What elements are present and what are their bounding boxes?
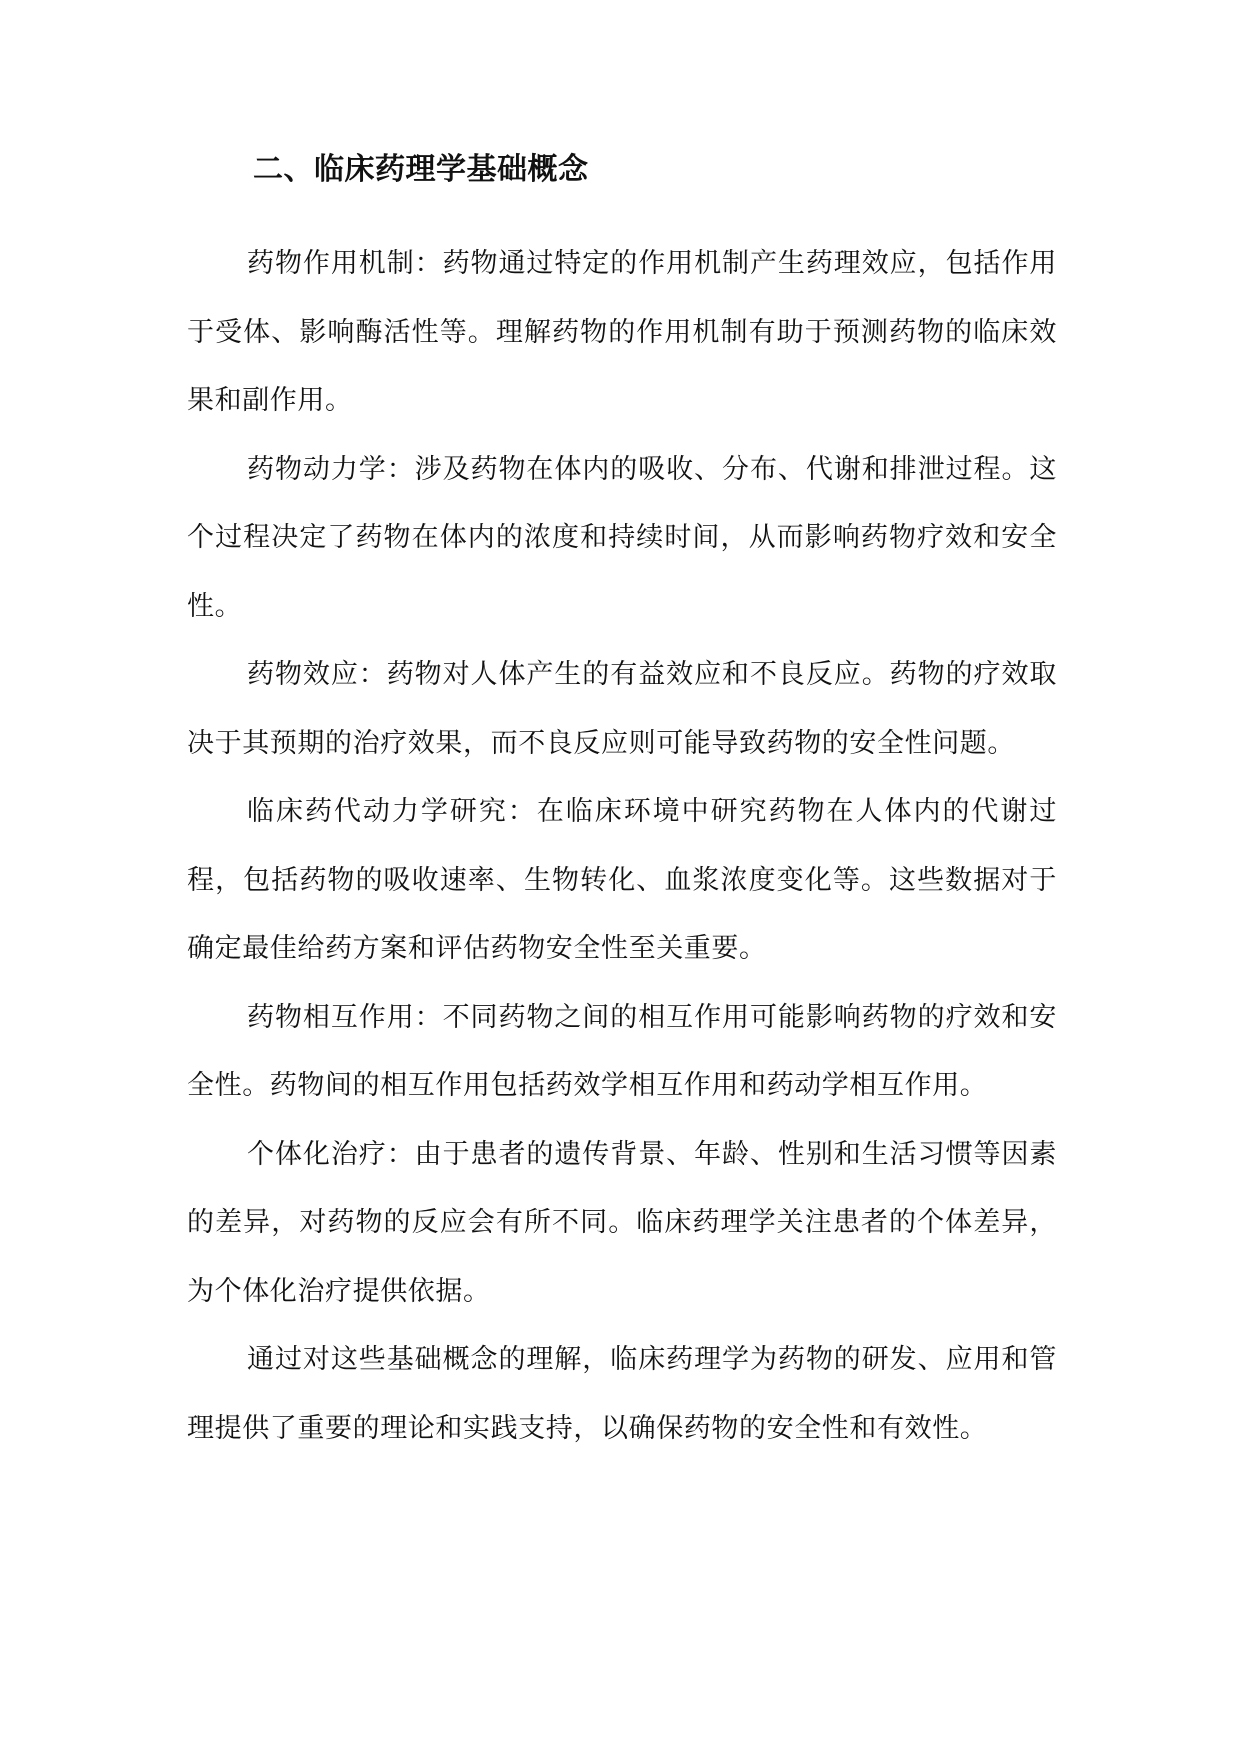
paragraph-pharmacokinetics: 药物动力学：涉及药物在体内的吸收、分布、代谢和排泄过程。这个过程决定了药物在体内的浓度和持续时间，从而影响药物疗效和安全性。 — [187, 453, 1057, 622]
paragraph-individualized-therapy: 个体化治疗：由于患者的遗传背景、年龄、性别和生活习惯等因素的差异，对药物的反应会有所不同。临床药理学关注患者的个体差异，为个体化治疗提供依据。 — [187, 1138, 1057, 1307]
document-body — [187, 230, 1057, 1463]
paragraph-clinical-pk-research: 临床药代动力学研究：在临床环境中研究药物在人体内的代谢过程，包括药物的吸收速率、生物转化、血浆浓度变化等。这些数据对于确定最佳给药方案和评估药物安全性至关重要。 — [187, 796, 1057, 964]
paragraph-conclusion: 通过对这些基础概念的理解，临床药理学为药物的研发、应用和管理提供了重要的理论和实践支持，以确保药物的安全性和有效性。 — [187, 1344, 1057, 1444]
paragraph-drug-interactions: 药物相互作用：不同药物之间的相互作用可能影响药物的疗效和安全性。药物间的相互作用包括药效学相互作用和药动学相互作用。 — [187, 1001, 1057, 1101]
paragraph-drug-effects: 药物效应：药物对人体产生的有益效应和不良反应。药物的疗效取决于其预期的治疗效果，而不良反应则可能导致药物的安全性问题。 — [187, 659, 1057, 759]
paragraph-mechanism: 药物作用机制：药物通过特定的作用机制产生药理效应，包括作用于受体、影响酶活性等。理解药物的作用机制有助于预测药物的临床效果和副作用。 — [187, 248, 1057, 416]
section-heading: 二、临床药理学基础概念 — [253, 152, 589, 187]
